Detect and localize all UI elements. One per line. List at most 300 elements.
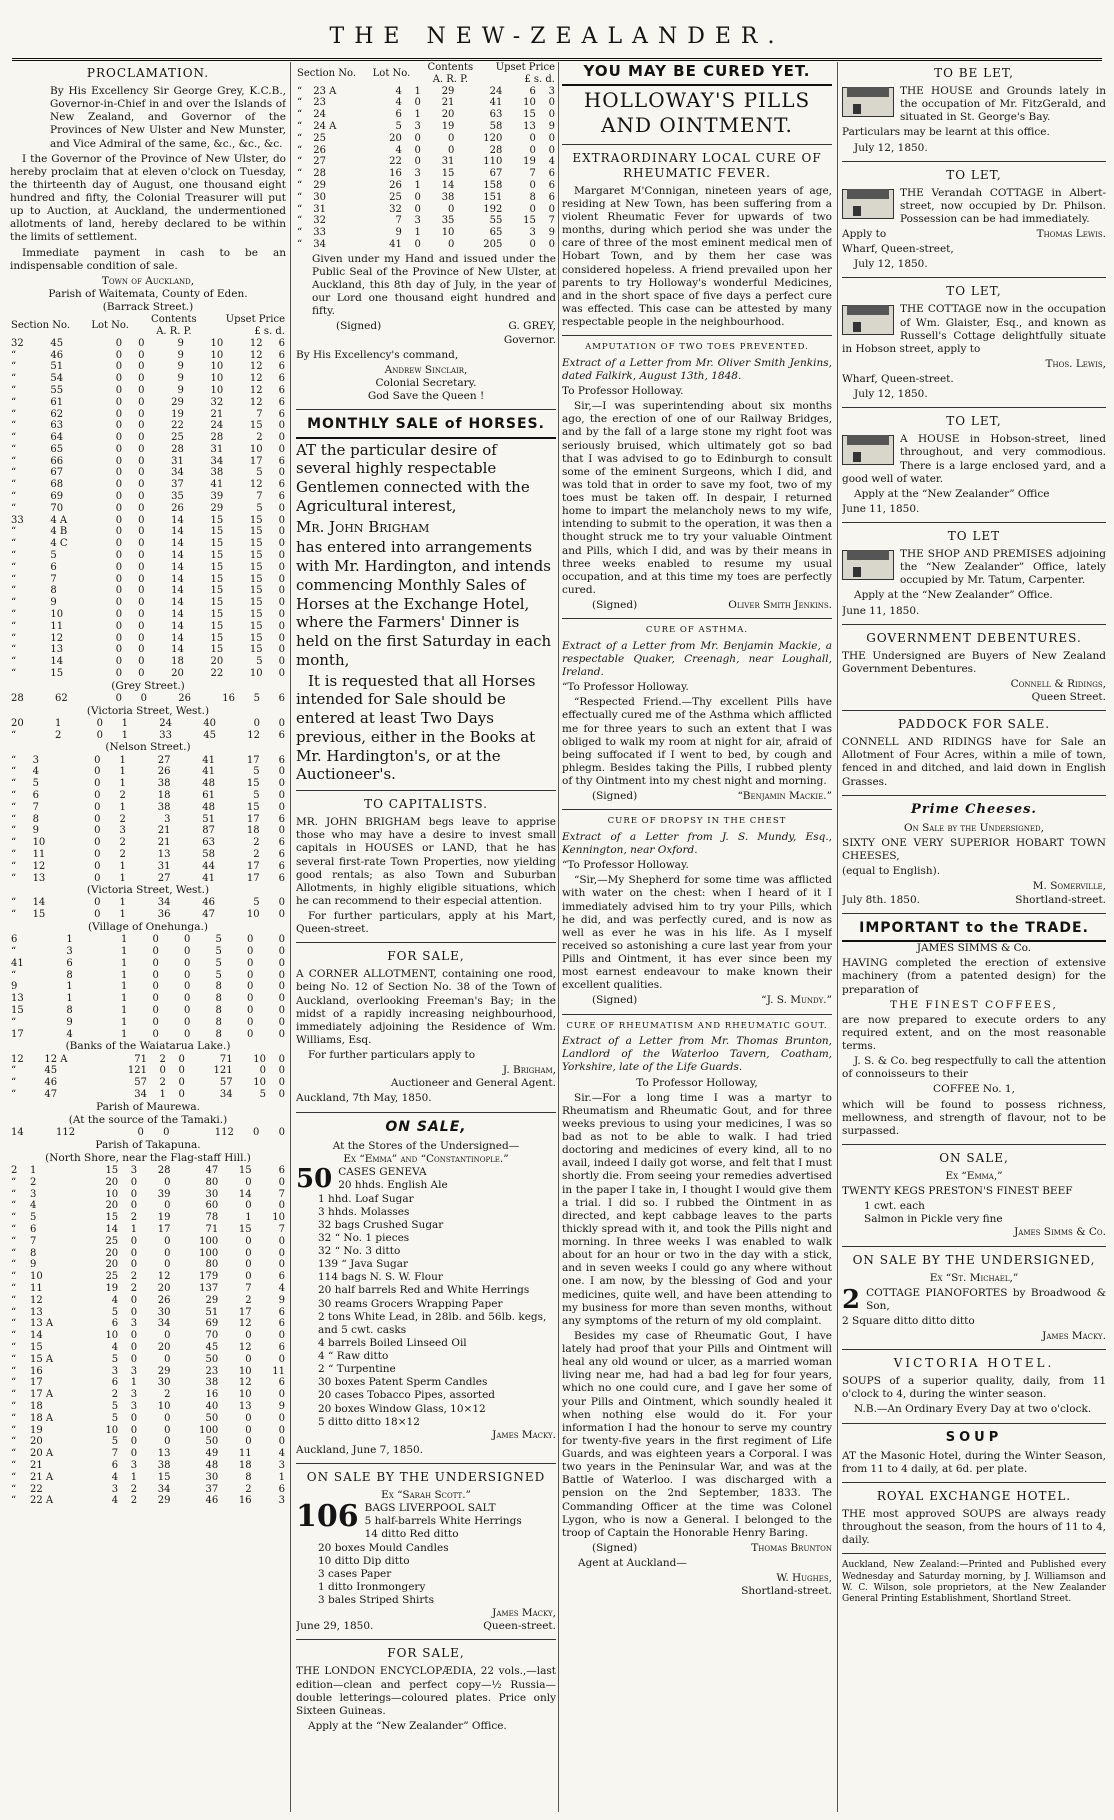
table-cell: 45 [44, 1065, 58, 1077]
victoria-hotel-nb: N.B.—An Ordinary Every Day at two o'clock. [854, 1403, 1092, 1416]
table-cell: 1 [414, 179, 421, 191]
table-cell: 32 [11, 337, 24, 349]
location-heading: (North Shore, near the Flag-staff Hill.) [45, 1151, 251, 1164]
table-row [10, 1318, 286, 1330]
table-cell: “ [11, 609, 17, 621]
table-cell: 17 [246, 813, 260, 825]
lots-table-header [10, 314, 286, 338]
victoria-hotel-text: SOUPS of a superior quality, daily, from 11 o'clock to 4, during the winter season. [842, 1375, 1106, 1401]
table-cell: 9 [11, 981, 18, 993]
table-cell: 38 [157, 1459, 171, 1471]
table-cell: 8 [50, 585, 57, 597]
table-cell: 0 [278, 432, 285, 444]
scott-ex: Ex “Sarah Scott.” [381, 1489, 471, 1501]
table-cell: 10 [210, 361, 224, 373]
lot-header: Lot No. [91, 320, 129, 332]
table-cell: 0 [278, 443, 285, 455]
table-cell: 0 [138, 361, 145, 373]
table-cell: 3 [130, 1459, 138, 1471]
cure5-heading: CURE OF RHEUMATISM AND RHEUMATIC GOUT. [566, 1020, 828, 1031]
table-cell: 0 [245, 1412, 252, 1424]
table-cell: “ [11, 396, 17, 408]
table-cell: 51 [205, 1306, 219, 1318]
table-cell: 6 [278, 491, 285, 503]
table-row [10, 1436, 286, 1448]
table-cell: 15 [249, 573, 263, 585]
table-cell: 0 [245, 1259, 252, 1271]
table-cell: 24 A [313, 120, 337, 132]
table-cell: 46 [44, 1077, 58, 1089]
table-cell: 12 A [44, 1053, 68, 1065]
table-cell: “ [11, 656, 17, 668]
emma-ex: Ex “Emma,” [945, 1169, 1003, 1182]
table-cell: 10 [105, 1188, 119, 1200]
table-cell: 17 [249, 455, 263, 467]
table-cell: 35 [171, 491, 184, 503]
table-cell: 0 [278, 573, 285, 585]
table-cell: 17 [157, 1223, 171, 1235]
table-cell: “ [297, 168, 303, 180]
table-cell: 5 [29, 1212, 37, 1224]
table-cell: 33 [313, 227, 326, 239]
table-cell: 3 [414, 215, 421, 227]
table-row [10, 338, 286, 350]
table-row [10, 656, 286, 668]
table-cell: 5 [111, 1306, 119, 1318]
table-cell: 9 [548, 227, 555, 239]
table-cell: 9 [395, 227, 402, 239]
list-item: 30 boxes Patent Sperm Candles [318, 1376, 488, 1389]
table-cell: 0 [278, 1065, 285, 1077]
table-cell: 0 [278, 1004, 285, 1016]
encyclopaedia-heading: FOR SALE, [387, 1646, 465, 1661]
table-cell: “ [297, 156, 303, 168]
table-cell: 5 [32, 778, 39, 790]
table-cell: 12 [249, 479, 263, 491]
forsale-heading: FOR SALE, [387, 949, 465, 964]
table-cell: 3 [111, 1483, 119, 1495]
table-cell: 34 [313, 238, 326, 250]
table-row [296, 227, 556, 239]
table-cell: 179 [199, 1271, 219, 1283]
table-cell: 0 [94, 897, 101, 909]
table-cell: 40 [205, 1400, 219, 1412]
table-cell: 5 [111, 1412, 119, 1424]
table-cell: 41 [389, 238, 402, 250]
table-row [10, 778, 286, 790]
table-cell: 3 [111, 1365, 119, 1377]
cure3-to: “To Professor Holloway. [562, 681, 689, 694]
cheese-on-sale: On Sale by the Undersigned, [904, 821, 1044, 834]
table-row [10, 1366, 286, 1378]
lots-table [10, 897, 286, 921]
table-cell: 0 [253, 717, 260, 729]
table-cell: 39 [210, 491, 224, 503]
table-cell: 15 [210, 644, 224, 656]
table-row [10, 350, 286, 362]
table-cell: 28 [489, 144, 503, 156]
let5-text: THE SHOP AND PREMISES adjoining the “New Zealander” Office, lately occupied by Mr. Tatum, Carpenter. [900, 548, 1106, 587]
table-cell: 0 [548, 144, 555, 156]
upset-header: Upset Price £ s. d. [225, 314, 285, 337]
table-cell: 6 [278, 729, 285, 741]
table-cell: 6 [111, 1459, 119, 1471]
table-cell: 0 [115, 373, 123, 385]
let1-date: July 12, 1850. [854, 141, 928, 154]
let5-date: June 11, 1850. [842, 604, 920, 617]
table-row [10, 909, 286, 921]
table-cell: “ [11, 502, 17, 514]
table-cell: 0 [115, 432, 123, 444]
table-cell: 29 [171, 396, 184, 408]
cheese-heading: Prime Cheeses. [911, 801, 1037, 817]
table-row [10, 802, 286, 814]
table-cell: 2 [29, 1176, 37, 1188]
table-cell: 65 [50, 443, 64, 455]
table-cell: 1 [130, 1471, 138, 1483]
emma-items [864, 1200, 1106, 1226]
table-cell: 8 [29, 1247, 37, 1259]
table-cell: 10 [253, 1053, 266, 1065]
table-cell: 5 [256, 502, 263, 514]
table-cell: 28 [210, 432, 224, 444]
table-cell: 1 [414, 109, 421, 121]
table-row [10, 1077, 286, 1089]
table-cell: 58 [489, 120, 503, 132]
table-cell: 0 [278, 789, 285, 801]
table-row [10, 730, 286, 742]
table-cell: 6 [278, 373, 285, 385]
table-cell: 10 [210, 384, 224, 396]
table-cell: 14 [171, 644, 184, 656]
table-cell: 0 [247, 1028, 254, 1040]
table-cell: 58 [202, 848, 216, 860]
debentures-heading: GOVERNMENT DEBENTURES. [866, 630, 1082, 645]
table-cell: 0 [529, 144, 536, 156]
table-cell: 0 [130, 1294, 138, 1306]
table-cell: 8 [215, 1004, 222, 1016]
table-cell: 0 [115, 609, 123, 621]
table-cell: 0 [278, 897, 285, 909]
table-cell: 15 [210, 632, 224, 644]
trade-terms: are now prepared to execute orders to any required extent, and on the most reasonable terms. [842, 1013, 1106, 1052]
table-cell: 80 [205, 1176, 219, 1188]
table-cell: 41 [202, 872, 216, 884]
let1-heading: TO BE LET, [934, 66, 1014, 80]
table-cell: “ [11, 1223, 17, 1235]
table-cell: 30 [313, 191, 326, 203]
capitalists-text: MR. JOHN BRIGHAM begs leave to apprise those who may have a desire to invest small capitals in HOUSES or LAND, that he has several first-rate Town Properties, now yielding good rentals; as also Town and Suburban Allotments, in highly eligible situations, which he can recommend to their especial attention. [296, 816, 556, 907]
table-cell: 15 [210, 573, 224, 585]
table-row [10, 562, 286, 574]
table-cell: 46 [50, 349, 64, 361]
table-cell: 20 [105, 1200, 119, 1212]
table-cell: 0 [115, 620, 123, 632]
table-row [296, 109, 556, 121]
paddock-heading: PADDOCK FOR SALE. [897, 717, 1051, 732]
table-cell: 0 [278, 766, 285, 778]
table-cell: 0 [138, 573, 145, 585]
table-cell: 0 [164, 1424, 171, 1436]
table-cell: 0 [245, 1436, 252, 1448]
cure1-heading: EXTRAORDINARY LOCAL CURE OF RHEUMATIC FEVER. [572, 150, 822, 180]
street-heading: (Victoria Street, West.) [86, 884, 210, 897]
table-cell: 24 [210, 420, 224, 432]
table-cell: 4 [111, 1495, 119, 1507]
table-cell: 15 [157, 1471, 171, 1483]
table-cell: 20 [105, 1176, 119, 1188]
table-row [10, 1283, 286, 1295]
table-cell: 0 [247, 957, 254, 969]
contents-header: Contents A. R. P. [151, 314, 197, 337]
table-cell: 0 [278, 550, 285, 562]
table-cell: 63 [50, 420, 64, 432]
table-cell: 1 [121, 1016, 128, 1028]
cheese-date-line: July 8th. 1850. Shortland-street. [842, 893, 1106, 906]
table-cell: 69 [50, 491, 64, 503]
cure2-signature: (Signed) Oliver Smith Jenkins. [592, 599, 832, 611]
table-cell: 15 [246, 801, 260, 813]
table-cell: 0 [159, 1065, 166, 1077]
table-cell: 67 [50, 467, 64, 479]
table-cell: 15 [210, 550, 224, 562]
table-cell: “ [11, 644, 17, 656]
table-cell: 0 [94, 754, 101, 766]
table-row [10, 432, 286, 444]
table-cell: 0 [94, 860, 101, 872]
table-cell: 0 [247, 993, 254, 1005]
table-row [10, 1389, 286, 1401]
table-cell: 16 [222, 692, 235, 704]
table-cell: 14 [105, 1223, 119, 1235]
table-cell: 11 [238, 1448, 252, 1460]
table-row [10, 1127, 286, 1139]
table-cell: 0 [529, 132, 536, 144]
table-cell: “ [11, 1495, 17, 1507]
list-item: 1 hhd. Loaf Sugar [318, 1192, 414, 1205]
cure5-to: To Professor Holloway, [636, 1076, 758, 1089]
table-cell: 0 [152, 934, 159, 946]
table-cell: “ [11, 1330, 17, 1342]
michael-big-number: 2 [842, 1284, 861, 1315]
table-cell: 15 [249, 514, 263, 526]
table-row [10, 550, 286, 562]
lots-table [10, 1127, 286, 1139]
forsale-date: Auckland, 7th May, 1850. [296, 1092, 432, 1105]
agent-line: Agent at Auckland— [578, 1557, 687, 1569]
lots-table [10, 693, 286, 705]
cure4-sub: Extract of a Letter from J. S. Mundy, Esq., Kennington, near Oxford. [562, 830, 832, 856]
table-cell: 15 [210, 597, 224, 609]
table-cell: 26 [157, 766, 171, 778]
table-cell: “ [11, 754, 17, 766]
list-item: 14 ditto Red ditto [364, 1528, 459, 1541]
table-cell: 5 [111, 1436, 119, 1448]
let2-text: THE Verandah COTTAGE in Albert-street, now occupied by Dr. Philson. Possession can be had immediately. [900, 186, 1106, 225]
table-cell: 100 [199, 1424, 219, 1436]
trade-heading: IMPORTANT to the TRADE. [842, 920, 1106, 943]
table-cell: 1 [119, 754, 126, 766]
cheese-text: SIXTY ONE VERY SUPERIOR HOBART TOWN CHEESES, [842, 837, 1106, 863]
secretary-title: Colonial Secretary. [375, 376, 477, 389]
table-cell: 22 [389, 156, 402, 168]
cure1-text: Margaret M'Connigan, nineteen years of age, residing at New Town, has been suffering from a violent Rheumatic Fever for upwards of two months, during which period she was under the care of three of the most eminent medical men of Hobart Town, and by them her case was considered hopeless. A friend prevailed upon her parents to try Holloway's wonderful Medicines, and in the short space of five days a perfect cure was effected. This case can be attested by many respectable people in the neighbourhood. [562, 184, 832, 328]
table-cell: 4 [66, 1028, 73, 1040]
table-cell: 0 [138, 408, 145, 420]
lake-heading: (Banks of the Waiatarua Lake.) [65, 1040, 231, 1053]
table-cell: 25 [171, 432, 184, 444]
table-cell: 0 [548, 109, 555, 121]
table-cell: 0 [278, 632, 285, 644]
table-cell: 5 [111, 1400, 119, 1412]
table-cell: 21 A [29, 1471, 54, 1483]
cure3-signature: (Signed) “Benjamin Mackie.” [592, 790, 832, 803]
table-cell: 1 [121, 981, 128, 993]
table-cell: 80 [205, 1259, 219, 1271]
table-cell: 0 [529, 238, 536, 250]
table-row [10, 361, 286, 373]
horses-name: Mr. John Brigham [296, 517, 430, 536]
table-cell: 20 [105, 1247, 119, 1259]
table-cell: 18 A [29, 1412, 54, 1424]
table-cell: 15 [105, 1212, 119, 1224]
table-cell: 0 [278, 467, 285, 479]
table-cell: 0 [115, 361, 123, 373]
table-row [10, 538, 286, 550]
table-row [10, 1212, 286, 1224]
table-cell: 20 [105, 1259, 119, 1271]
table-cell: 10 [246, 909, 260, 921]
table-cell: 12 [238, 1377, 252, 1389]
table-cell: 31 [313, 203, 326, 215]
table-row [10, 934, 286, 946]
table-cell: 0 [94, 789, 101, 801]
table-cell: 0 [96, 729, 103, 741]
table-cell: 41 [489, 97, 503, 109]
table-cell: 31 [210, 443, 224, 455]
table-cell: 0 [245, 1235, 252, 1247]
table-cell: 137 [199, 1282, 219, 1294]
table-cell: 0 [184, 969, 191, 981]
table-cell: 0 [163, 1126, 170, 1138]
table-cell: 0 [138, 538, 145, 550]
table-cell: 0 [245, 1176, 252, 1188]
scott-date-line: June 29, 1850. Queen-street. [296, 1620, 556, 1633]
table-cell: 4 C [50, 538, 68, 550]
table-cell: 0 [278, 946, 285, 957]
forsale-title: Auctioneer and General Agent. [390, 1077, 556, 1090]
list-item: 1 cwt. each [864, 1200, 925, 1213]
table-cell: 0 [130, 1188, 138, 1200]
table-cell: 7 [29, 1235, 37, 1247]
table-cell: 6 [278, 349, 285, 361]
table-cell: 15 [105, 1164, 119, 1176]
table-cell: 2 [245, 1483, 252, 1495]
village-heading: (Village of Onehunga.) [88, 921, 208, 934]
table-cell: 8 [245, 1471, 252, 1483]
table-cell: 1 [121, 969, 128, 981]
table-cell: 0 [278, 1330, 285, 1342]
table-cell: 0 [178, 1065, 185, 1077]
table-cell: 14 [238, 1188, 252, 1200]
cure3-text: “Respected Friend.—Thy excellent Pills have effectually cured me of the Asthma which afflicted me for three years to such an extent that I was obliged to walk my room at night for air, afraid of being suffocated if I went to bed, by cough and phlegm. Besides taking the Pills, I rubbed plenty of thy Ointment into my chest night and morning. [562, 696, 832, 787]
table-cell: 16 [238, 1495, 252, 1507]
table-cell: 1 [66, 934, 73, 946]
table-row [296, 145, 556, 157]
table-cell: 0 [278, 1088, 285, 1100]
table-cell: 3 [414, 120, 421, 132]
table-cell: 0 [152, 957, 159, 969]
onsale-items [318, 1166, 556, 1429]
table-cell: 26 [389, 179, 402, 191]
table-cell: 9 [66, 1016, 73, 1028]
table-cell: 4 B [50, 526, 68, 538]
table-cell: 2 [119, 837, 126, 849]
list-item: 20 cases Tobacco Pipes, assorted [318, 1389, 496, 1402]
table-cell: “ [11, 789, 17, 801]
table-cell: 0 [164, 1247, 171, 1259]
table-cell: 0 [278, 1412, 285, 1424]
table-cell: 3 [278, 1495, 285, 1507]
table-cell: 23 [205, 1365, 219, 1377]
list-item: 4 barrels Boiled Linseed Oil [318, 1336, 467, 1349]
table-cell: 0 [278, 993, 285, 1005]
table-cell: 0 [278, 934, 285, 946]
let4-heading: TO LET, [946, 414, 1002, 429]
table-cell: “ [11, 1188, 17, 1200]
table-cell: 10 [249, 668, 263, 680]
table-cell: “ [11, 1318, 17, 1330]
table-cell: 0 [115, 408, 123, 420]
table-cell: 120 [483, 132, 503, 144]
table-cell: 3 [529, 227, 536, 239]
table-cell: 0 [414, 238, 421, 250]
table-row [10, 1401, 286, 1413]
table-cell: 6 [278, 860, 285, 872]
table-cell: 45 [205, 1341, 219, 1353]
table-cell: 57 [134, 1077, 147, 1089]
table-cell: 2 [11, 1164, 18, 1176]
lots-table [296, 86, 556, 251]
table-cell: 14 [171, 550, 184, 562]
table-cell: 61 [202, 789, 216, 801]
trade-quality: which will be found to possess richness, mellowness, and strength of flavour, not to be surpassed. [842, 1098, 1106, 1137]
table-cell: 0 [278, 502, 285, 514]
table-cell: 6 [395, 109, 402, 121]
table-cell: 4 A [50, 514, 68, 526]
table-cell: 0 [138, 609, 145, 621]
table-cell: 12 [29, 1294, 43, 1306]
table-cell: 6 [278, 384, 285, 396]
table-cell: 14 [171, 573, 184, 585]
horses-request: It is requested that all Horses intended for Sale should be entered at least Two Days previous, either in the Books at Mr. Hardington's, or at the Auctioneer's. [296, 671, 536, 784]
table-cell: 37 [205, 1483, 219, 1495]
table-cell: 3 [119, 825, 126, 837]
table-cell: 54 [50, 373, 64, 385]
table-cell: 18 [157, 789, 171, 801]
table-row [10, 1236, 286, 1248]
michael-cargo [842, 1284, 1106, 1315]
table-cell: 0 [414, 156, 421, 168]
table-cell: 25 [389, 191, 402, 203]
table-row [10, 1472, 286, 1484]
table-cell: 0 [138, 644, 145, 656]
table-cell: 6 [111, 1318, 119, 1330]
table-cell: 15 [249, 632, 263, 644]
table-cell: 38 [210, 467, 224, 479]
table-cell: 0 [164, 1330, 171, 1342]
table-cell: 47 [202, 909, 216, 921]
